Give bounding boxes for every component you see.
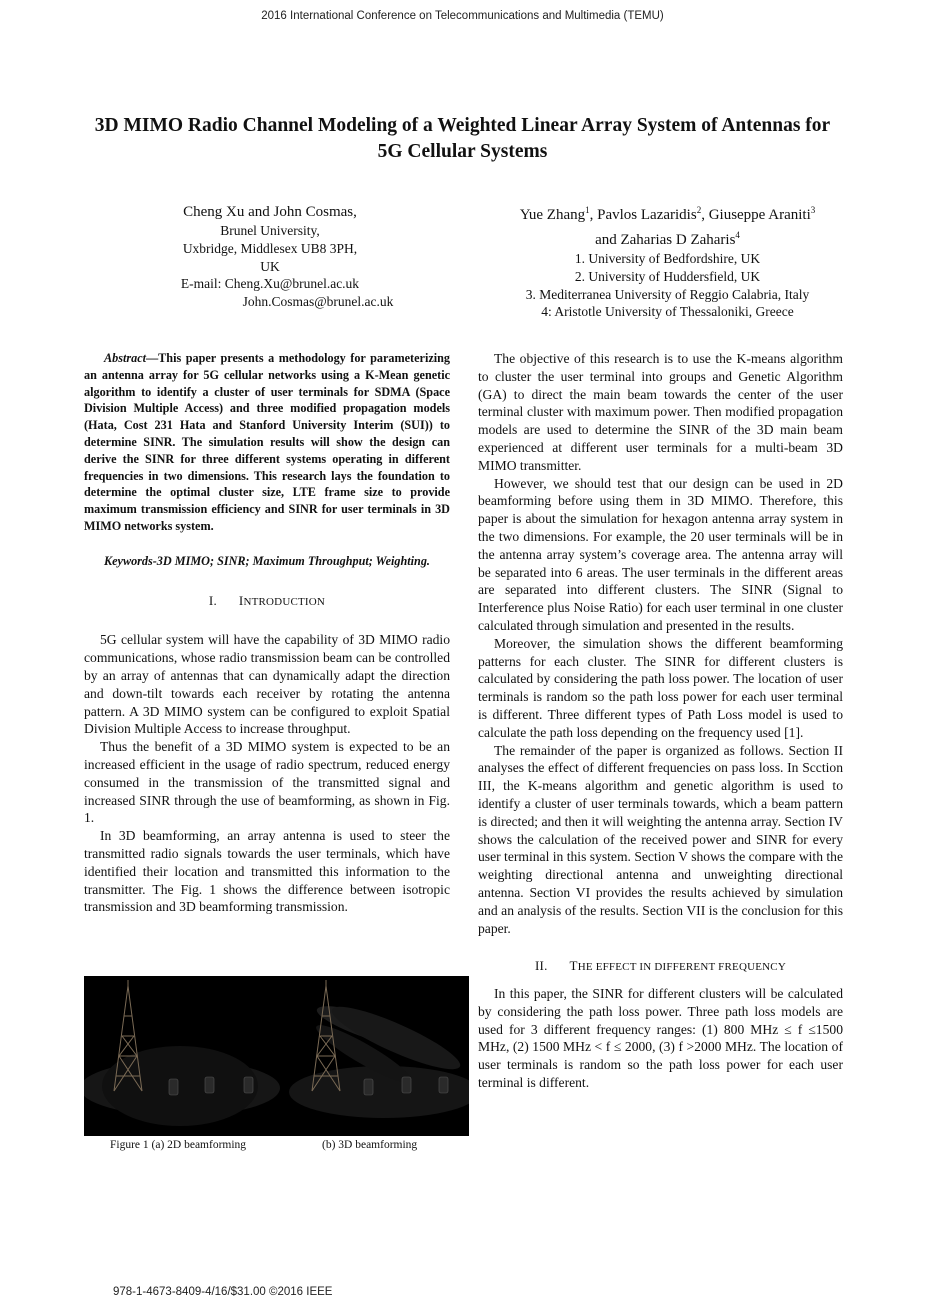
author-block-right — [485, 200, 850, 321]
paper-title: 3D MIMO Radio Channel Modeling of a Weighted Linear Array System of Antennas for 5G Cellular Systems — [94, 115, 831, 162]
phone-icon — [205, 1077, 214, 1093]
affiliation-line: 3. Mediterranea University of Reggio Calabria, Italy — [525, 286, 810, 302]
phone-icon — [402, 1077, 411, 1093]
paragraph: However, we should test that our design can be used in 2D beamforming before using them in 3D MIMO. Therefore, this paper is about the simulation for hexagon antenna array system in the two dimensions. For example, the 20 user terminals will be in the antenna array system’s coverage area. The antenna array will be separated into 6 areas. The user terminals in the different areas are separated into different clusters. The SINR (Signal to Interference plus Noise Ratio) for each user terminal in one cluster calculated through simulation and presented in the results. — [478, 475, 843, 633]
right-column — [478, 350, 843, 1092]
affiliation-line: Uxbridge, Middlesex UB8 3PH, — [182, 240, 358, 256]
paragraph: The remainder of the paper is organized as follows. Section II analyses the effect of different frequencies on pass loss. In Scction III, the K-means algorithm and genetic algorithm is used to identify a cluster of user terminals towards, which a beam pattern is directed; and then it will weighting the antenna array. Section IV shows the calculation of the received power and SINR for every user terminal in this system. Section V shows the compare with the weighting directional antenna and unweighting directional antenna. Section VI provides the results achieved by simulation and an analysis of the results. Section VII is the conclusion for this paper. — [478, 742, 843, 936]
author-block-left — [120, 202, 420, 311]
paragraph: 5G cellular system will have the capability of 3D MIMO radio communications, whose radio transmission beam can be controlled by an array of antennas that can dynamically adapt the direction and down-tilt towards each receiver by rotating the antenna pattern. A 3D MIMO system can be configured to exploit Spatial Division Multiple Access to increase throughput. — [84, 632, 450, 737]
section-heading-introduction: I. INTRODUCTION — [208, 592, 326, 608]
paragraph: In 3D beamforming, an array antenna is used to steer the transmitted radio signals towards the user terminals, which have identified their location and transmitted this information to the transmitter. The Fig. 1 shows the difference between isotropic transmission and 3D beamforming transmission. — [84, 828, 450, 915]
email-line: E-mail: Cheng.Xu@brunel.ac.uk — [180, 276, 360, 292]
paragraph: In this paper, the SINR for different clusters will be calculated by considering the path loss power. Three path loss models are used for 3 different frequency ranges: (1) 800 MHz ≤ f ≤1500 MHz, (2) 1500 MHz < f ≤ 2000, (3) f >2000 MHz. The location of user terminals is random so the path loss power for each user terminal is different. — [478, 986, 843, 1091]
paragraph: Thus the benefit of a 3D MIMO system is expected to be an increased efficient in the usage of radio spectrum, reduced energy consumed in the transmission of the transmitted signal and increased SINR through the use of beamforming, as shown in Fig. 1. — [84, 739, 450, 826]
author-names: Yue Zhang$^1$, Pavlos Lazaridis$^2$, Giuseppe Araniti$^3$ — [519, 205, 816, 223]
paragraph: The objective of this research is to use the K-means algorithm to cluster the user terminal into groups and Genetic Algorithm (GA) to direct the main beam towards the center of the user terminal cluster with maximum power. Then modified propagation models are used to determine the SINR of the 3D main beam experienced at different user terminals for a multi-beam 3D MIMO transmitter. — [478, 351, 843, 473]
figure-beamforming — [84, 976, 469, 1136]
caption-b: (b) 3D beamforming — [322, 1139, 418, 1151]
paragraph: Moreover, the simulation shows the different beamforming patterns for each cluster. The SINR for different clusters is calculated by considering the path loss power. The location of user terminals is random so the path loss power for each user terminal is different. Three different types of Path Loss model is used to calculate the path loss depending on the frequency used [1]. — [478, 635, 843, 740]
caption-a: Figure 1 (a) 2D beamforming — [110, 1139, 247, 1151]
email-line: John.Cosmas@brunel.ac.uk — [242, 294, 394, 310]
section-heading-frequency: II. THE EFFECT IN DIFFERENT FREQUENCY — [535, 958, 786, 974]
affiliation-line: 2. University of Huddersfield, UK — [574, 268, 761, 284]
left-column — [84, 350, 450, 916]
affiliation-line: UK — [260, 258, 280, 274]
copyright-footer: 978-1-4673-8409-4/16/$31.00 ©2016 IEEE — [113, 1286, 333, 1298]
author-names: Cheng Xu and John Cosmas, — [183, 204, 357, 220]
phone-icon — [244, 1077, 253, 1093]
abstract: Abstract—This paper presents a methodology for parameterizing an antenna array for 5G cellular networks using a K-Mean genetic algorithm to identify a cluster of user terminals for SDMA (Space Division Multiple Access) and three modified propagation models (Hata, Cost 231 Hata and Stanford University Interim (SUI)) to determine SINR. The simulation results will show the design can derive the SINR for three different systems operating in different frequencies in two dimensions. This research lays the foundation to determine the optimal cluster size, LTE frame size to provide maximum transmission efficiency and SINR for user terminals in 3D MIMO networks system. — [84, 351, 450, 533]
phone-icon — [169, 1079, 178, 1095]
phone-icon — [439, 1077, 448, 1093]
phone-icon — [364, 1079, 373, 1095]
affiliation-line: Brunel University, — [220, 223, 320, 238]
affiliation-line: 4: Aristotle University of Thessaloniki, Greece — [541, 304, 794, 320]
conference-header: 2016 International Conference on Telecommunications and Multimedia (TEMU) — [261, 10, 664, 22]
affiliation-line: 1. University of Bedfordshire, UK — [574, 251, 761, 266]
beamforming-illustration — [84, 976, 469, 1136]
keywords: Keywords-3D MIMO; SINR; Maximum Throughput; Weighting. — [104, 553, 430, 568]
author-names: and Zaharias D Zaharis$^4$ — [595, 230, 740, 248]
